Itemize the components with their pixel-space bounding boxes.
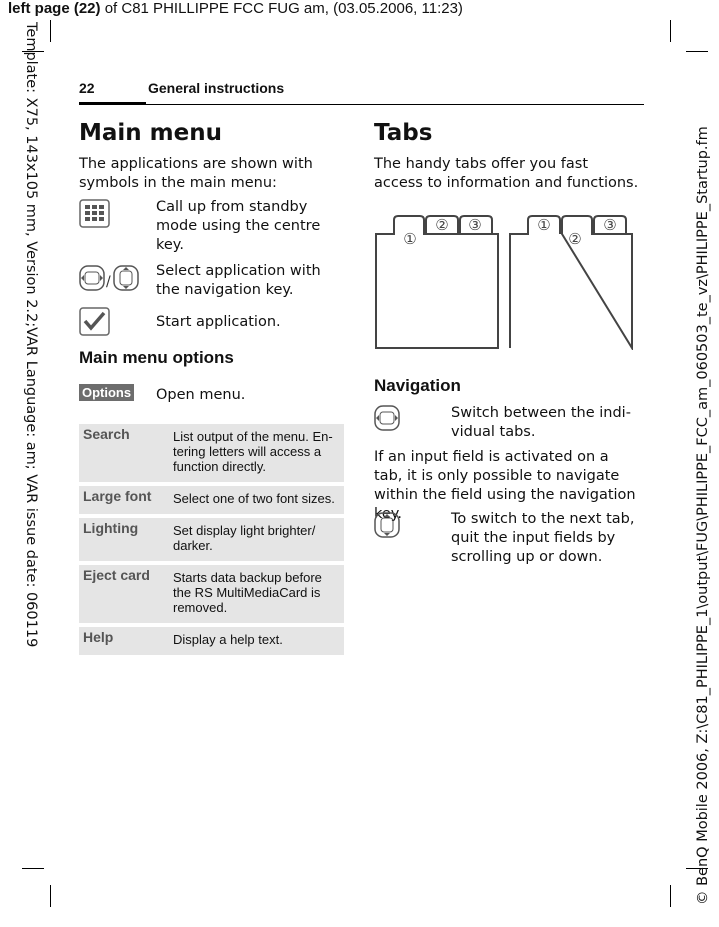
header-rule bbox=[79, 104, 644, 105]
crop-mark bbox=[50, 20, 51, 42]
tab-label: ① bbox=[537, 216, 551, 234]
nav-text-1: Switch between the indi-vidual tabs. bbox=[451, 405, 631, 440]
crop-mark bbox=[686, 51, 708, 52]
template-info: Template: X75, 143x105 mm, Version 2.2;VAR Language: am; VAR issue date: 060119 bbox=[23, 22, 39, 648]
options-softkey: Options bbox=[79, 384, 134, 401]
page-number: 22 bbox=[79, 80, 95, 96]
option-name: Help bbox=[79, 627, 169, 655]
option-name: Eject card bbox=[79, 565, 169, 623]
menu-item-text: Select application with the navigation key. bbox=[156, 263, 321, 298]
option-name: Large font bbox=[79, 486, 169, 514]
table-row bbox=[79, 486, 344, 514]
main-menu-intro: The applications are shown with symbols in the main menu: bbox=[79, 156, 313, 191]
option-desc: List output of the menu. En-tering letters will access a function directly. bbox=[169, 424, 344, 482]
tabs-illustration bbox=[374, 212, 636, 350]
main-menu-title: Main menu bbox=[79, 120, 222, 146]
menu-grid-icon bbox=[79, 199, 111, 229]
table-row bbox=[79, 518, 344, 561]
nav-paragraph: If an input field is activated on a tab, it is only possible to navigate within the field using the navigation key. bbox=[374, 449, 636, 522]
options-text: Open menu. bbox=[156, 387, 246, 403]
table-row bbox=[79, 627, 344, 655]
tabs-title: Tabs bbox=[374, 120, 433, 146]
option-desc: Select one of two font sizes. bbox=[169, 486, 344, 514]
navigation-key-icon bbox=[79, 264, 139, 294]
option-name: Search bbox=[79, 424, 169, 482]
option-desc: Set display light brighter/ darker. bbox=[169, 518, 344, 561]
tab-label: ① bbox=[403, 230, 417, 248]
nav-text-2: To switch to the next tab, quit the input fields by scrolling up or down. bbox=[451, 511, 635, 565]
option-name: Lighting bbox=[79, 518, 169, 561]
tabs-intro: The handy tabs offer you fast access to information and functions. bbox=[374, 156, 639, 191]
table-row bbox=[79, 565, 344, 623]
copyright-info: © BenQ Mobile 2006, Z:\C81_PHILIPPE_1\output\FUG\PHILIPPE_FCC_am_060503_te_vz\PHILIPPE_Startup.fm bbox=[695, 126, 711, 905]
header-rest: of C81 PHILLIPPE FCC FUG am, (03.05.2006, 11:23) bbox=[100, 0, 463, 17]
tab-label: ② bbox=[568, 230, 582, 248]
section-title: General instructions bbox=[148, 80, 285, 96]
checkmark-icon bbox=[79, 307, 111, 337]
print-header bbox=[8, 0, 463, 17]
tab-label: ③ bbox=[468, 216, 482, 234]
tab-label: ③ bbox=[603, 216, 617, 234]
crop-mark bbox=[50, 885, 51, 907]
navigation-title: Navigation bbox=[374, 376, 461, 395]
crop-mark bbox=[670, 885, 671, 907]
tab-label: ② bbox=[435, 216, 449, 234]
svg-text:/: / bbox=[106, 274, 111, 290]
navigation-left-right-icon bbox=[374, 404, 402, 434]
option-desc: Starts data backup before the RS MultiMediaCard is removed. bbox=[169, 565, 344, 623]
crop-mark bbox=[22, 868, 44, 869]
menu-item-text: Start application. bbox=[156, 314, 281, 330]
options-table bbox=[79, 420, 344, 659]
header-bold: left page (22) bbox=[8, 0, 101, 17]
option-desc: Display a help text. bbox=[169, 627, 344, 655]
navigation-up-down-icon bbox=[374, 511, 402, 541]
table-row bbox=[79, 424, 344, 482]
header-rule-thick bbox=[79, 102, 146, 105]
main-menu-options-title: Main menu options bbox=[79, 348, 234, 367]
crop-mark bbox=[670, 20, 671, 42]
menu-item-text: Call up from standby mode using the centre key. bbox=[156, 199, 321, 253]
